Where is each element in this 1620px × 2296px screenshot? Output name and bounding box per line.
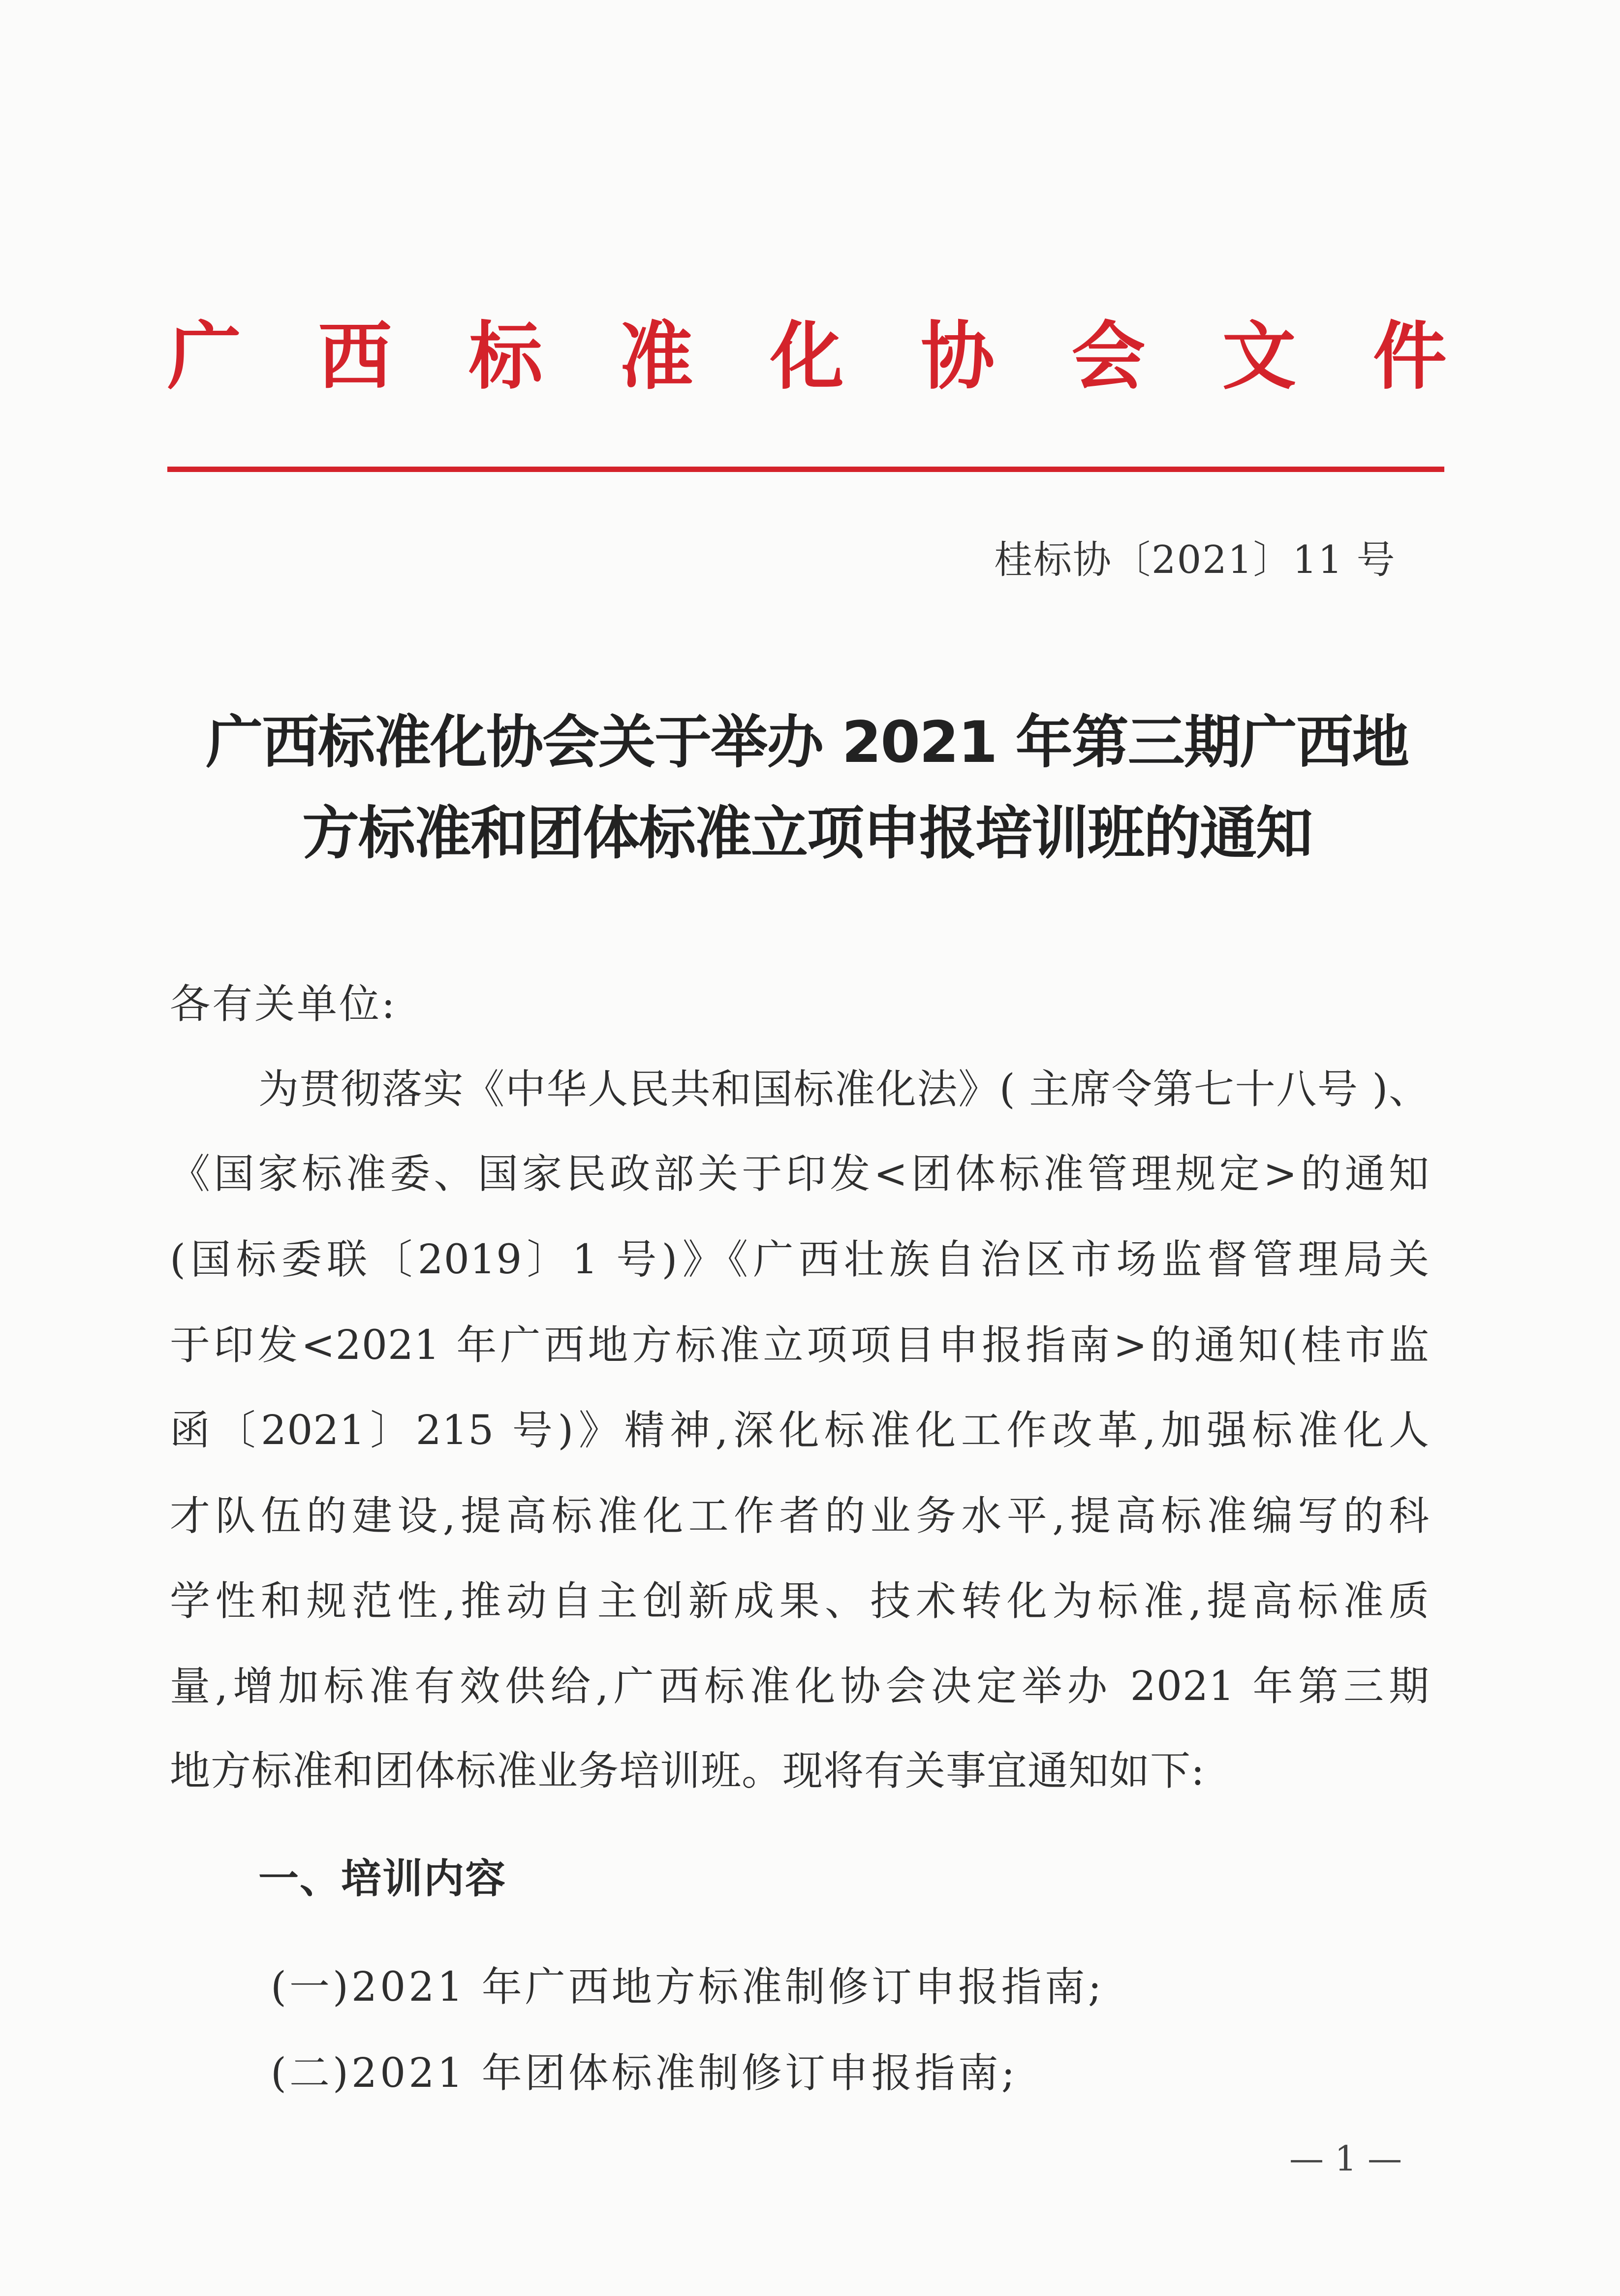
body-line: 地方标准和团体标准业务培训班。现将有关事宜通知如下: [170, 1748, 1205, 1794]
masthead-char: 协 [921, 314, 995, 400]
masthead-char: 件 [1372, 314, 1447, 400]
section-heading: 一、培训内容 [258, 1856, 507, 1902]
masthead-char: 会 [1071, 314, 1146, 400]
body-line: 函〔2021〕215 号)》精神,深化标准化工作改革,加强标准化人 [170, 1407, 1430, 1454]
body-line: 才队伍的建设,提高标准化工作者的业务水平,提高标准编写的科 [170, 1493, 1430, 1540]
masthead-char: 文 [1222, 314, 1296, 400]
title-line-2: 方标准和团体标准立项申报培训班的通知 [302, 800, 1312, 867]
page-number: — 1 — [1289, 2139, 1402, 2179]
body-line: (国标委联〔2019〕1 号)》《广西壮族自治区市场监督管理局关 [170, 1236, 1430, 1283]
body-line: 于印发<2021 年广西地方标准立项项目申报指南>的通知(桂市监 [170, 1322, 1430, 1369]
document-number: 桂标协〔2021〕11 号 [994, 538, 1396, 582]
body-line: 学性和规范性,推动自主创新成果、技术转化为标准,提高标准质 [170, 1578, 1430, 1625]
body-line: 《国家标准委、国家民政部关于印发<团体标准管理规定>的通知 [170, 1151, 1430, 1197]
list-item: (二)2021 年团体标准制修订申报指南; [271, 2050, 1018, 2097]
masthead-char: 西 [318, 314, 392, 400]
red-divider [167, 467, 1444, 472]
title-line-1: 广西标准化协会关于举办 2021 年第三期广西地 [206, 709, 1408, 776]
masthead-char: 标 [468, 314, 543, 400]
body-line: 为贯彻落实《中华人民共和国标准化法》( 主席令第七十八号 )、 [258, 1066, 1430, 1113]
masthead-char: 广 [167, 314, 242, 400]
salutation: 各有关单位: [170, 981, 397, 1028]
masthead-char: 准 [619, 314, 693, 400]
masthead-char: 化 [770, 314, 844, 400]
list-item: (一)2021 年广西地方标准制修订申报指南; [271, 1964, 1105, 2011]
masthead [167, 303, 1447, 411]
body-line: 量,增加标准有效供给,广西标准化协会决定举办 2021 年第三期 [170, 1663, 1430, 1710]
